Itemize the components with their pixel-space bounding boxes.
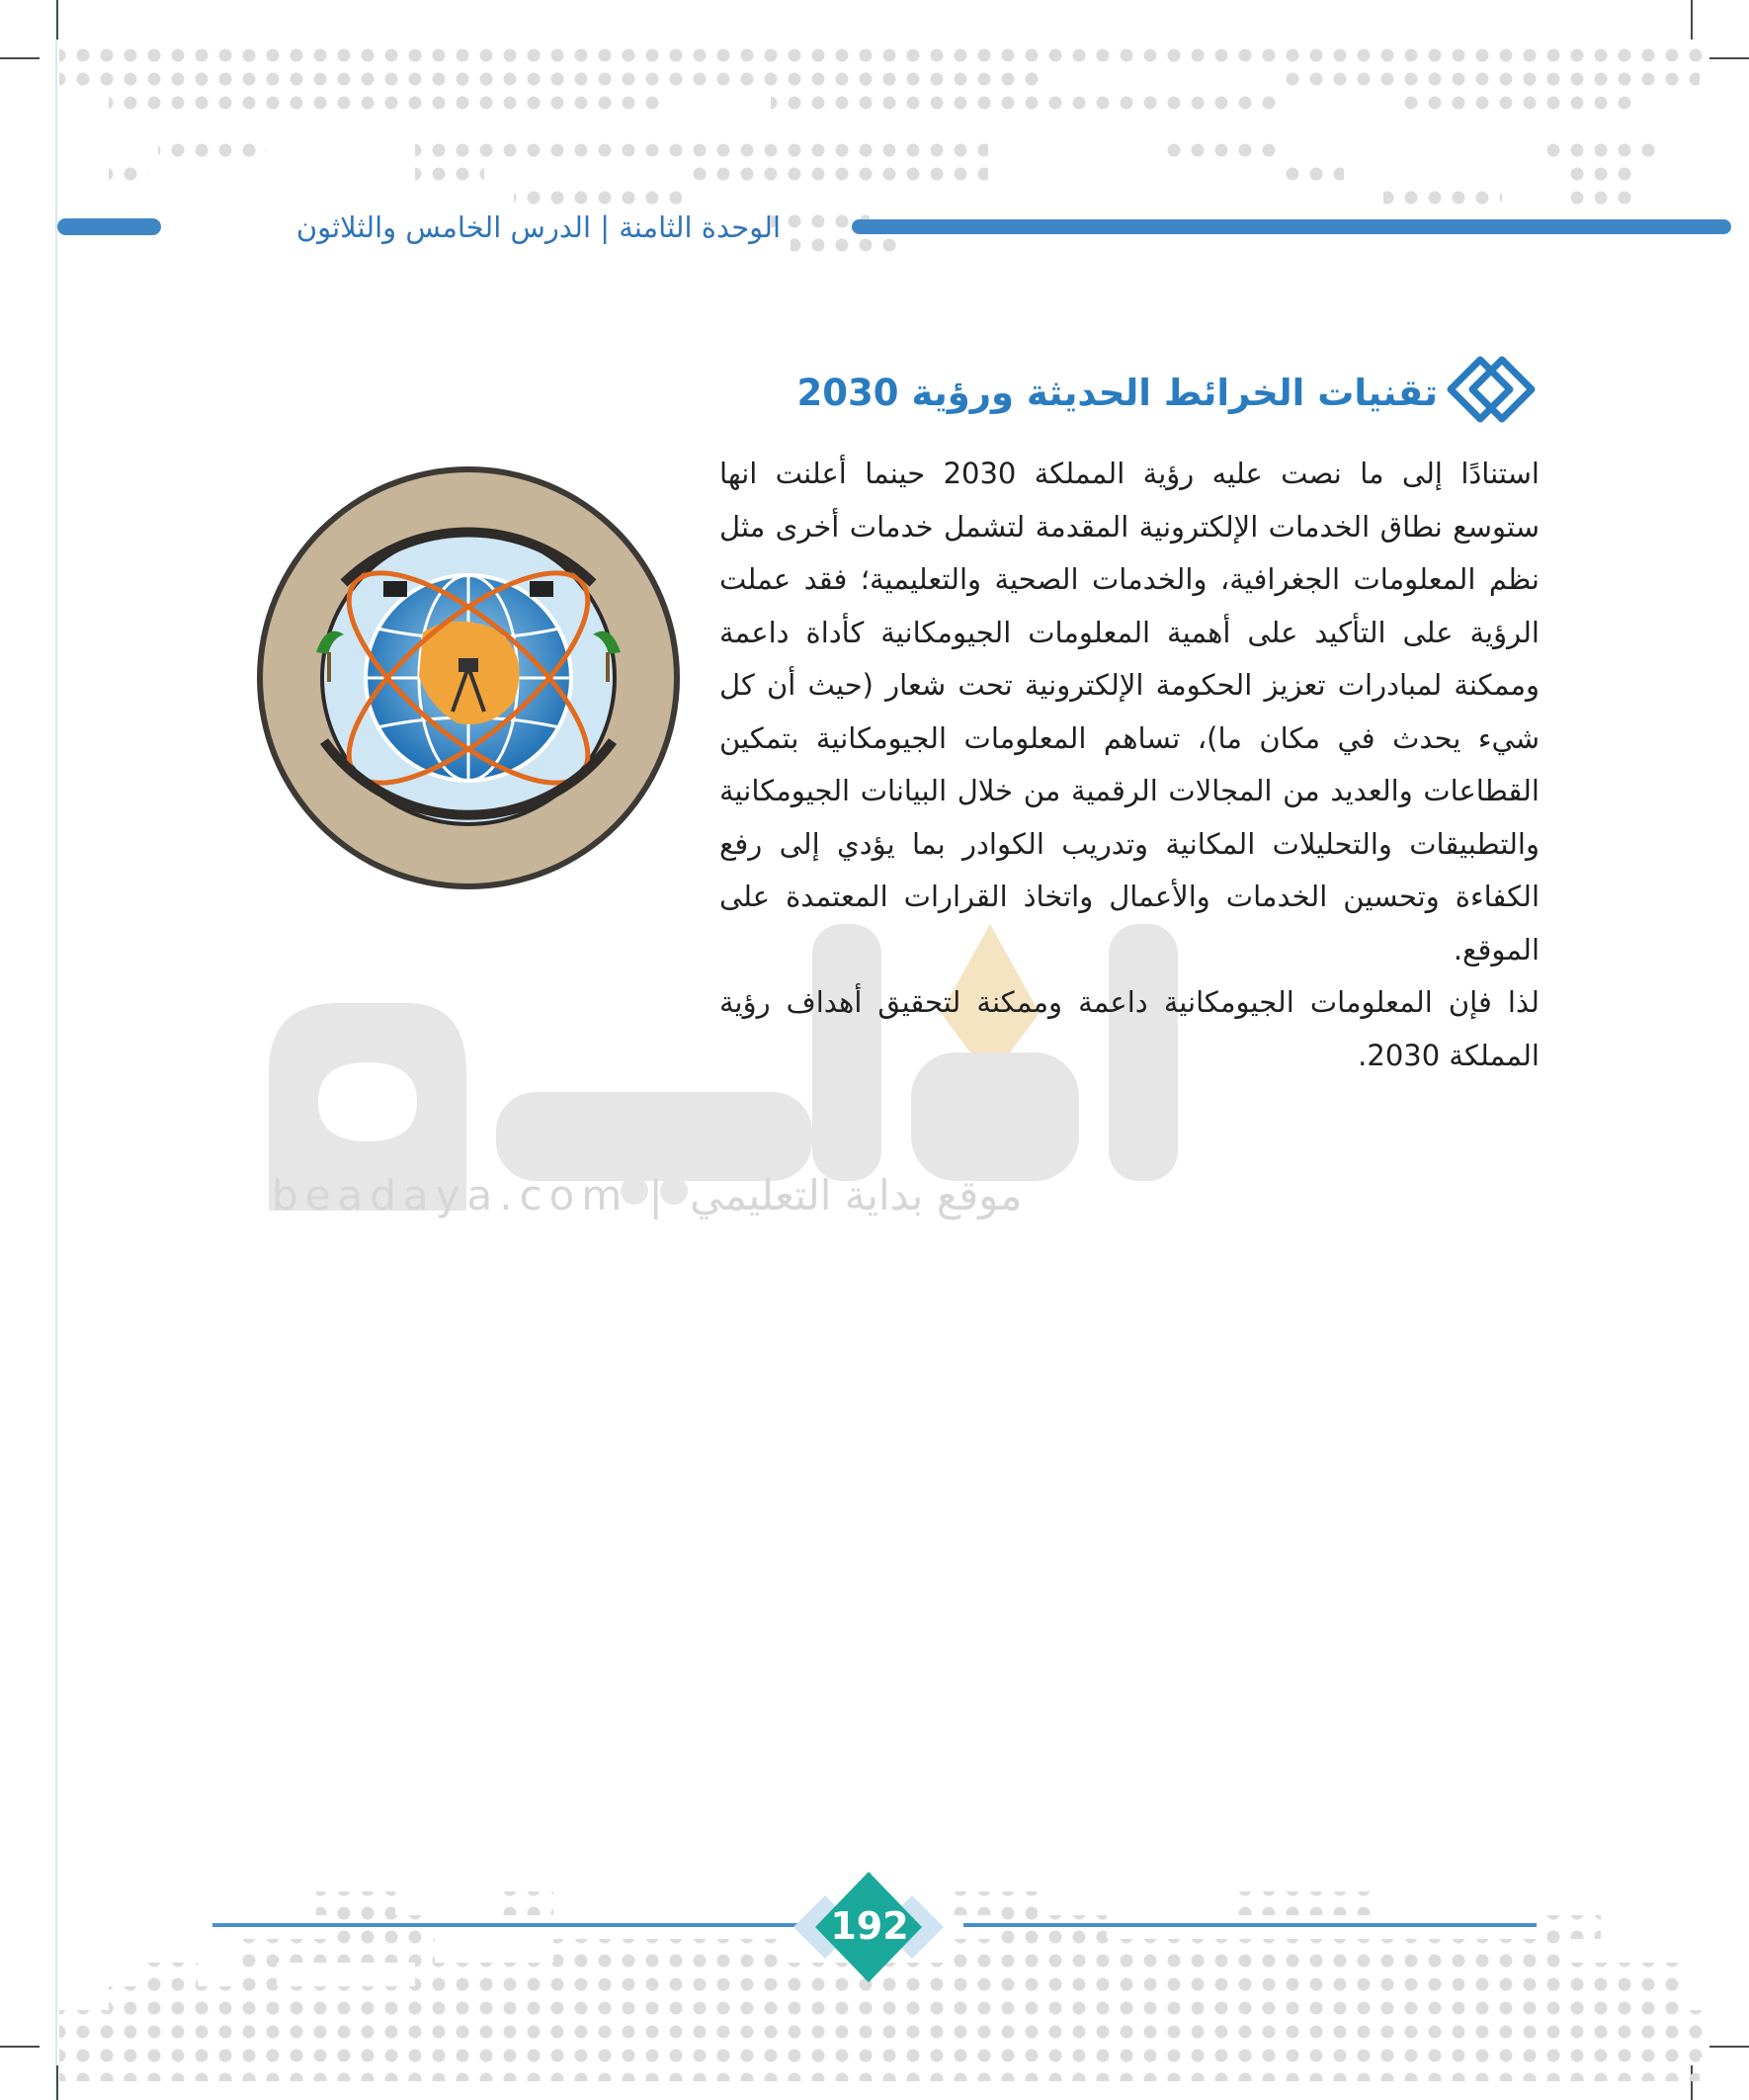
page-margin-line (55, 0, 57, 2100)
footer-rule-left (212, 1923, 805, 1927)
header-accent-bar-left (57, 218, 161, 235)
header-accent-bar-right (852, 219, 1731, 234)
page-number: 192 (830, 1904, 909, 1948)
beadaya-watermark-caption: beadaya.com | موقع بداية التعليمي (272, 1171, 1023, 1219)
section-heading: تقنيات الخرائط الحديثة ورؤية 2030 (796, 372, 1438, 414)
unit-lesson-title: الوحدة الثامنة | الدرس الخامس والثلاثون (295, 210, 781, 244)
double-diamond-icon (1445, 354, 1536, 425)
body-paragraph: لذا فإن المعلومات الجيومكانية داعمة وممكنة لتحقيق أهداف رؤية المملكة 2030. (719, 985, 1540, 1072)
saudi-geospatial-authority-logo (255, 464, 682, 891)
body-text (719, 448, 1540, 1082)
footer-rule-right (963, 1923, 1537, 1927)
body-paragraph: استنادًا إلى ما نصت عليه رؤية المملكة 2030 حينما أعلنت انها ستوسع نطاق الخدمات الإلكترونية المقدمة لتشمل خدمات أخرى مثل نظم المعلومات الجغرافية، والخدمات الصحية والتعليمية؛ فقد عملت الرؤية على التأكيد على أهمية المعلومات الجيومكانية كأداة داعمة وممكنة لمبادرات تعزيز الحكومة الإلكترونية تحت شعار (حيث أن كل شيء يحدث في مكان ما)، تساهم المعلومات الجيومكانية بتمكين القطاعات والعديد من المجالات الرقمية من خلال البيانات الجيومكانية والتطبيقات والتحليلات المكانية وتدريب الكوادر بما يؤدي إلى رفع الكفاءة وتحسين الخدمات والأعمال واتخاذ القرارات المعتمدة على الموقع. (719, 457, 1540, 966)
